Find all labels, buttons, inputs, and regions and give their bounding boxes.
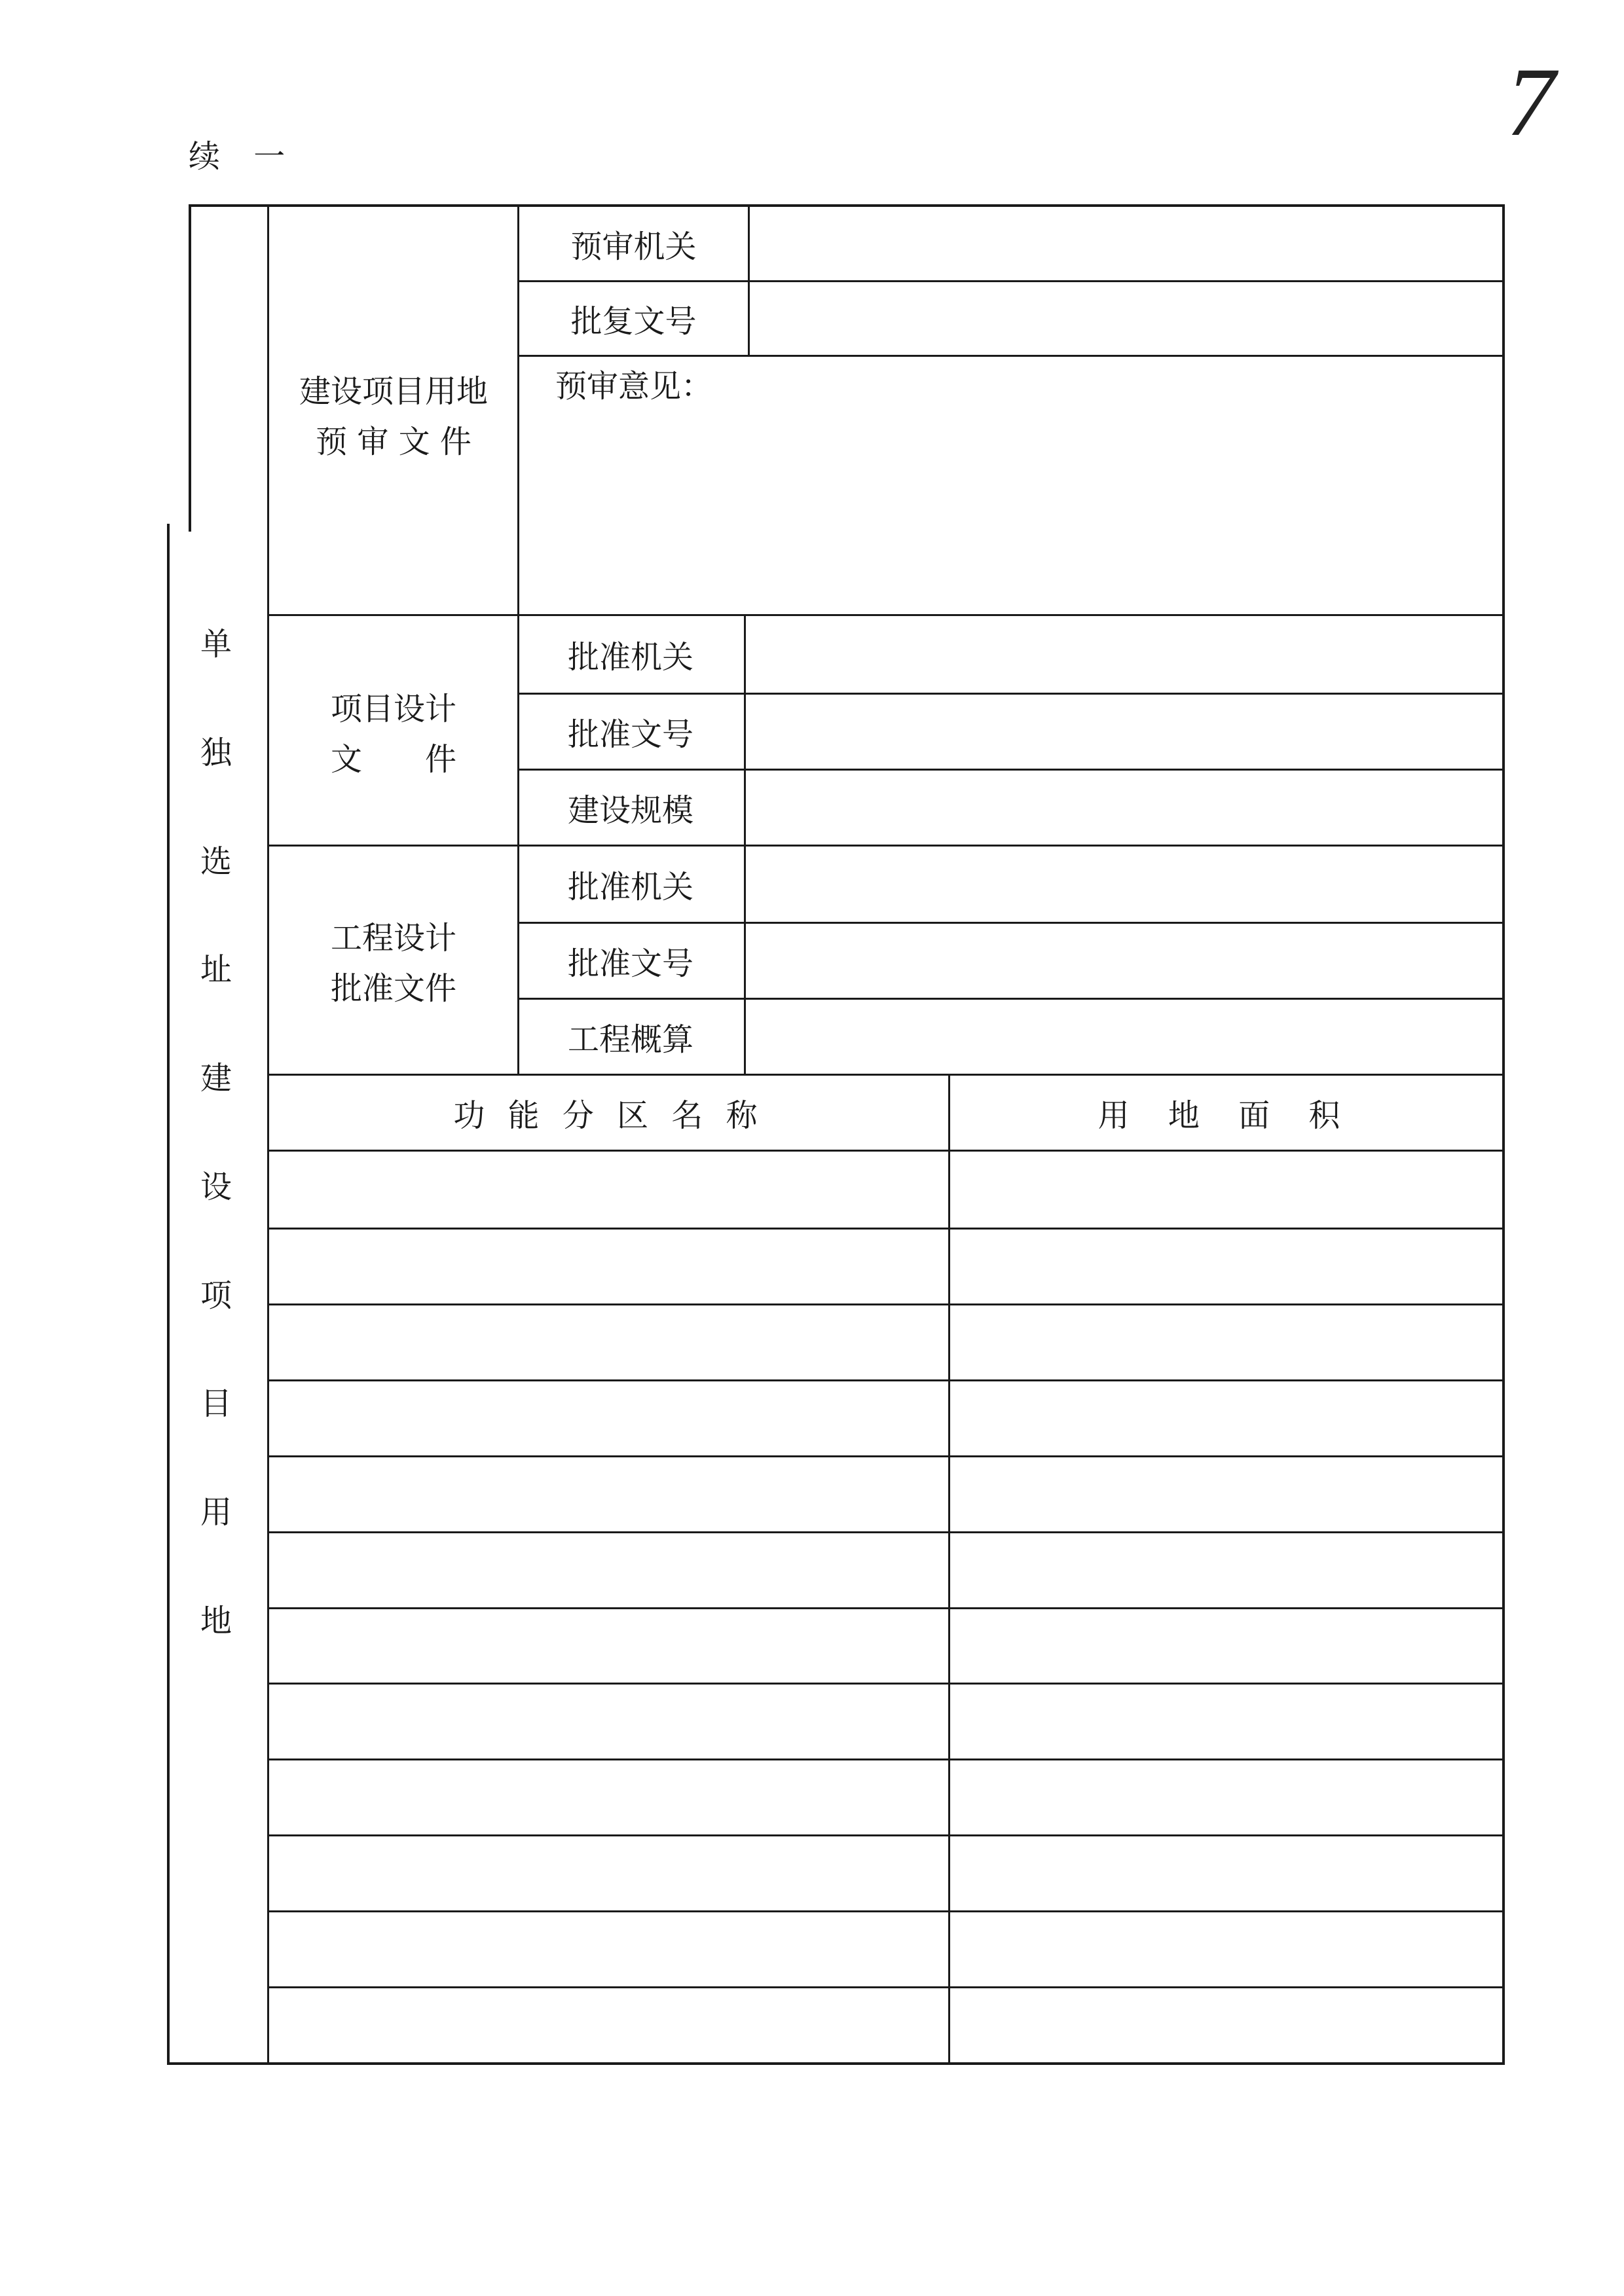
table-row [269, 1988, 1502, 2062]
zone-name-cell[interactable] [269, 1836, 948, 1910]
land-area-cell[interactable] [950, 1381, 1502, 1455]
engineering-design-authority-value[interactable] [746, 847, 1502, 922]
table-row [269, 1685, 1502, 1758]
zone-name-cell[interactable] [269, 1609, 948, 1683]
table-row [269, 1381, 1502, 1455]
table-row [269, 1760, 1502, 1834]
vertical-title-char: 用 [200, 1494, 232, 1531]
vertical-title-char: 地 [200, 1602, 232, 1639]
predesign-section-title [270, 367, 517, 467]
land-area-cell[interactable] [950, 1533, 1502, 1607]
table-row [269, 1609, 1502, 1683]
outer-right-border [1502, 204, 1505, 2065]
vertical-title-char: 目 [200, 1385, 232, 1423]
predesign-opinion-value[interactable] [519, 357, 1502, 614]
table-row [269, 1912, 1502, 1986]
vertical-title-char: 独 [200, 734, 232, 771]
predesign-title-line1: 建设项目用地 [299, 373, 488, 410]
predesign-field-label-authority: 预审机关 [570, 228, 697, 265]
outer-left-border [189, 204, 191, 532]
project-design-scale-value[interactable] [746, 771, 1502, 845]
zone-name-cell[interactable] [269, 1154, 948, 1228]
zone-name-cell[interactable] [269, 1685, 948, 1758]
outer-left-border-join [167, 524, 191, 526]
predesign-field-label-docno: 批复文号 [570, 303, 697, 340]
project-design-field-label-scale: 建设规模 [567, 792, 693, 829]
project-design-docno-value[interactable] [746, 695, 1502, 769]
table-row [269, 1230, 1502, 1303]
outer-bottom-border [167, 2062, 1505, 2065]
project-design-title-line2: 文 件 [330, 740, 456, 778]
engineering-design-title-line2: 批准文件 [330, 970, 456, 1007]
land-area-cell[interactable] [950, 1457, 1502, 1531]
vertical-title-char: 选 [200, 843, 232, 880]
zone-name-cell[interactable] [269, 1760, 948, 1834]
engineering-design-field-label-authority: 批准机关 [567, 869, 693, 905]
land-area-cell[interactable] [950, 1609, 1502, 1683]
predesign-authority-value[interactable] [750, 207, 1502, 280]
table-row [269, 1836, 1502, 1910]
land-area-cell[interactable] [950, 1685, 1502, 1758]
hline-table-header-bottom [267, 1150, 1502, 1152]
predesign-opinion-label: 预审意见： [555, 368, 713, 405]
engineering-design-docno-value[interactable] [746, 924, 1502, 998]
project-design-section-title [270, 684, 517, 785]
table-row [269, 1533, 1502, 1607]
engineering-design-section-title [270, 913, 517, 1014]
vertical-title-char: 设 [200, 1168, 232, 1205]
zone-name-cell[interactable] [269, 1230, 948, 1303]
table-row [269, 1457, 1502, 1531]
zone-name-cell[interactable] [269, 1381, 948, 1455]
continuation-label: 续 一 [189, 138, 297, 175]
zone-name-cell[interactable] [269, 1912, 948, 1986]
engineering-design-budget-value[interactable] [746, 1000, 1502, 1074]
project-design-title-line1: 项目设计 [330, 691, 456, 727]
vertical-title-char: 项 [200, 1277, 232, 1314]
vertical-title-char: 单 [200, 626, 232, 663]
engineering-design-field-label-budget: 工程概算 [567, 1021, 693, 1058]
predesign-title-line2: 预 审 文 件 [316, 423, 471, 460]
zone-name-cell[interactable] [269, 1305, 948, 1379]
land-area-cell[interactable] [950, 1836, 1502, 1910]
land-area-cell[interactable] [950, 1305, 1502, 1379]
zone-name-cell[interactable] [269, 1457, 948, 1531]
table-row [269, 1154, 1502, 1228]
zone-name-header: 功 能 分 区 名 称 [453, 1097, 764, 1134]
zone-name-cell[interactable] [269, 1988, 948, 2062]
land-area-cell[interactable] [950, 1230, 1502, 1303]
vertical-title [167, 626, 265, 1639]
page-number: 7 [1506, 48, 1555, 156]
project-design-field-label-authority: 批准机关 [567, 639, 693, 676]
project-design-field-label-docno: 批准文号 [567, 716, 693, 753]
table-row [269, 1305, 1502, 1379]
land-area-cell[interactable] [950, 1988, 1502, 2062]
predesign-docno-value[interactable] [750, 282, 1502, 355]
project-design-authority-value[interactable] [746, 616, 1502, 693]
land-area-cell[interactable] [950, 1912, 1502, 1986]
engineering-design-field-label-docno: 批准文号 [567, 945, 693, 982]
land-area-cell[interactable] [950, 1760, 1502, 1834]
vertical-title-char: 址 [200, 951, 232, 989]
land-area-header: 用 地 面 积 [1098, 1097, 1355, 1134]
vertical-title-char: 建 [200, 1060, 232, 1097]
engineering-design-title-line1: 工程设计 [330, 920, 456, 957]
land-area-cell[interactable] [950, 1154, 1502, 1228]
zone-name-cell[interactable] [269, 1533, 948, 1607]
